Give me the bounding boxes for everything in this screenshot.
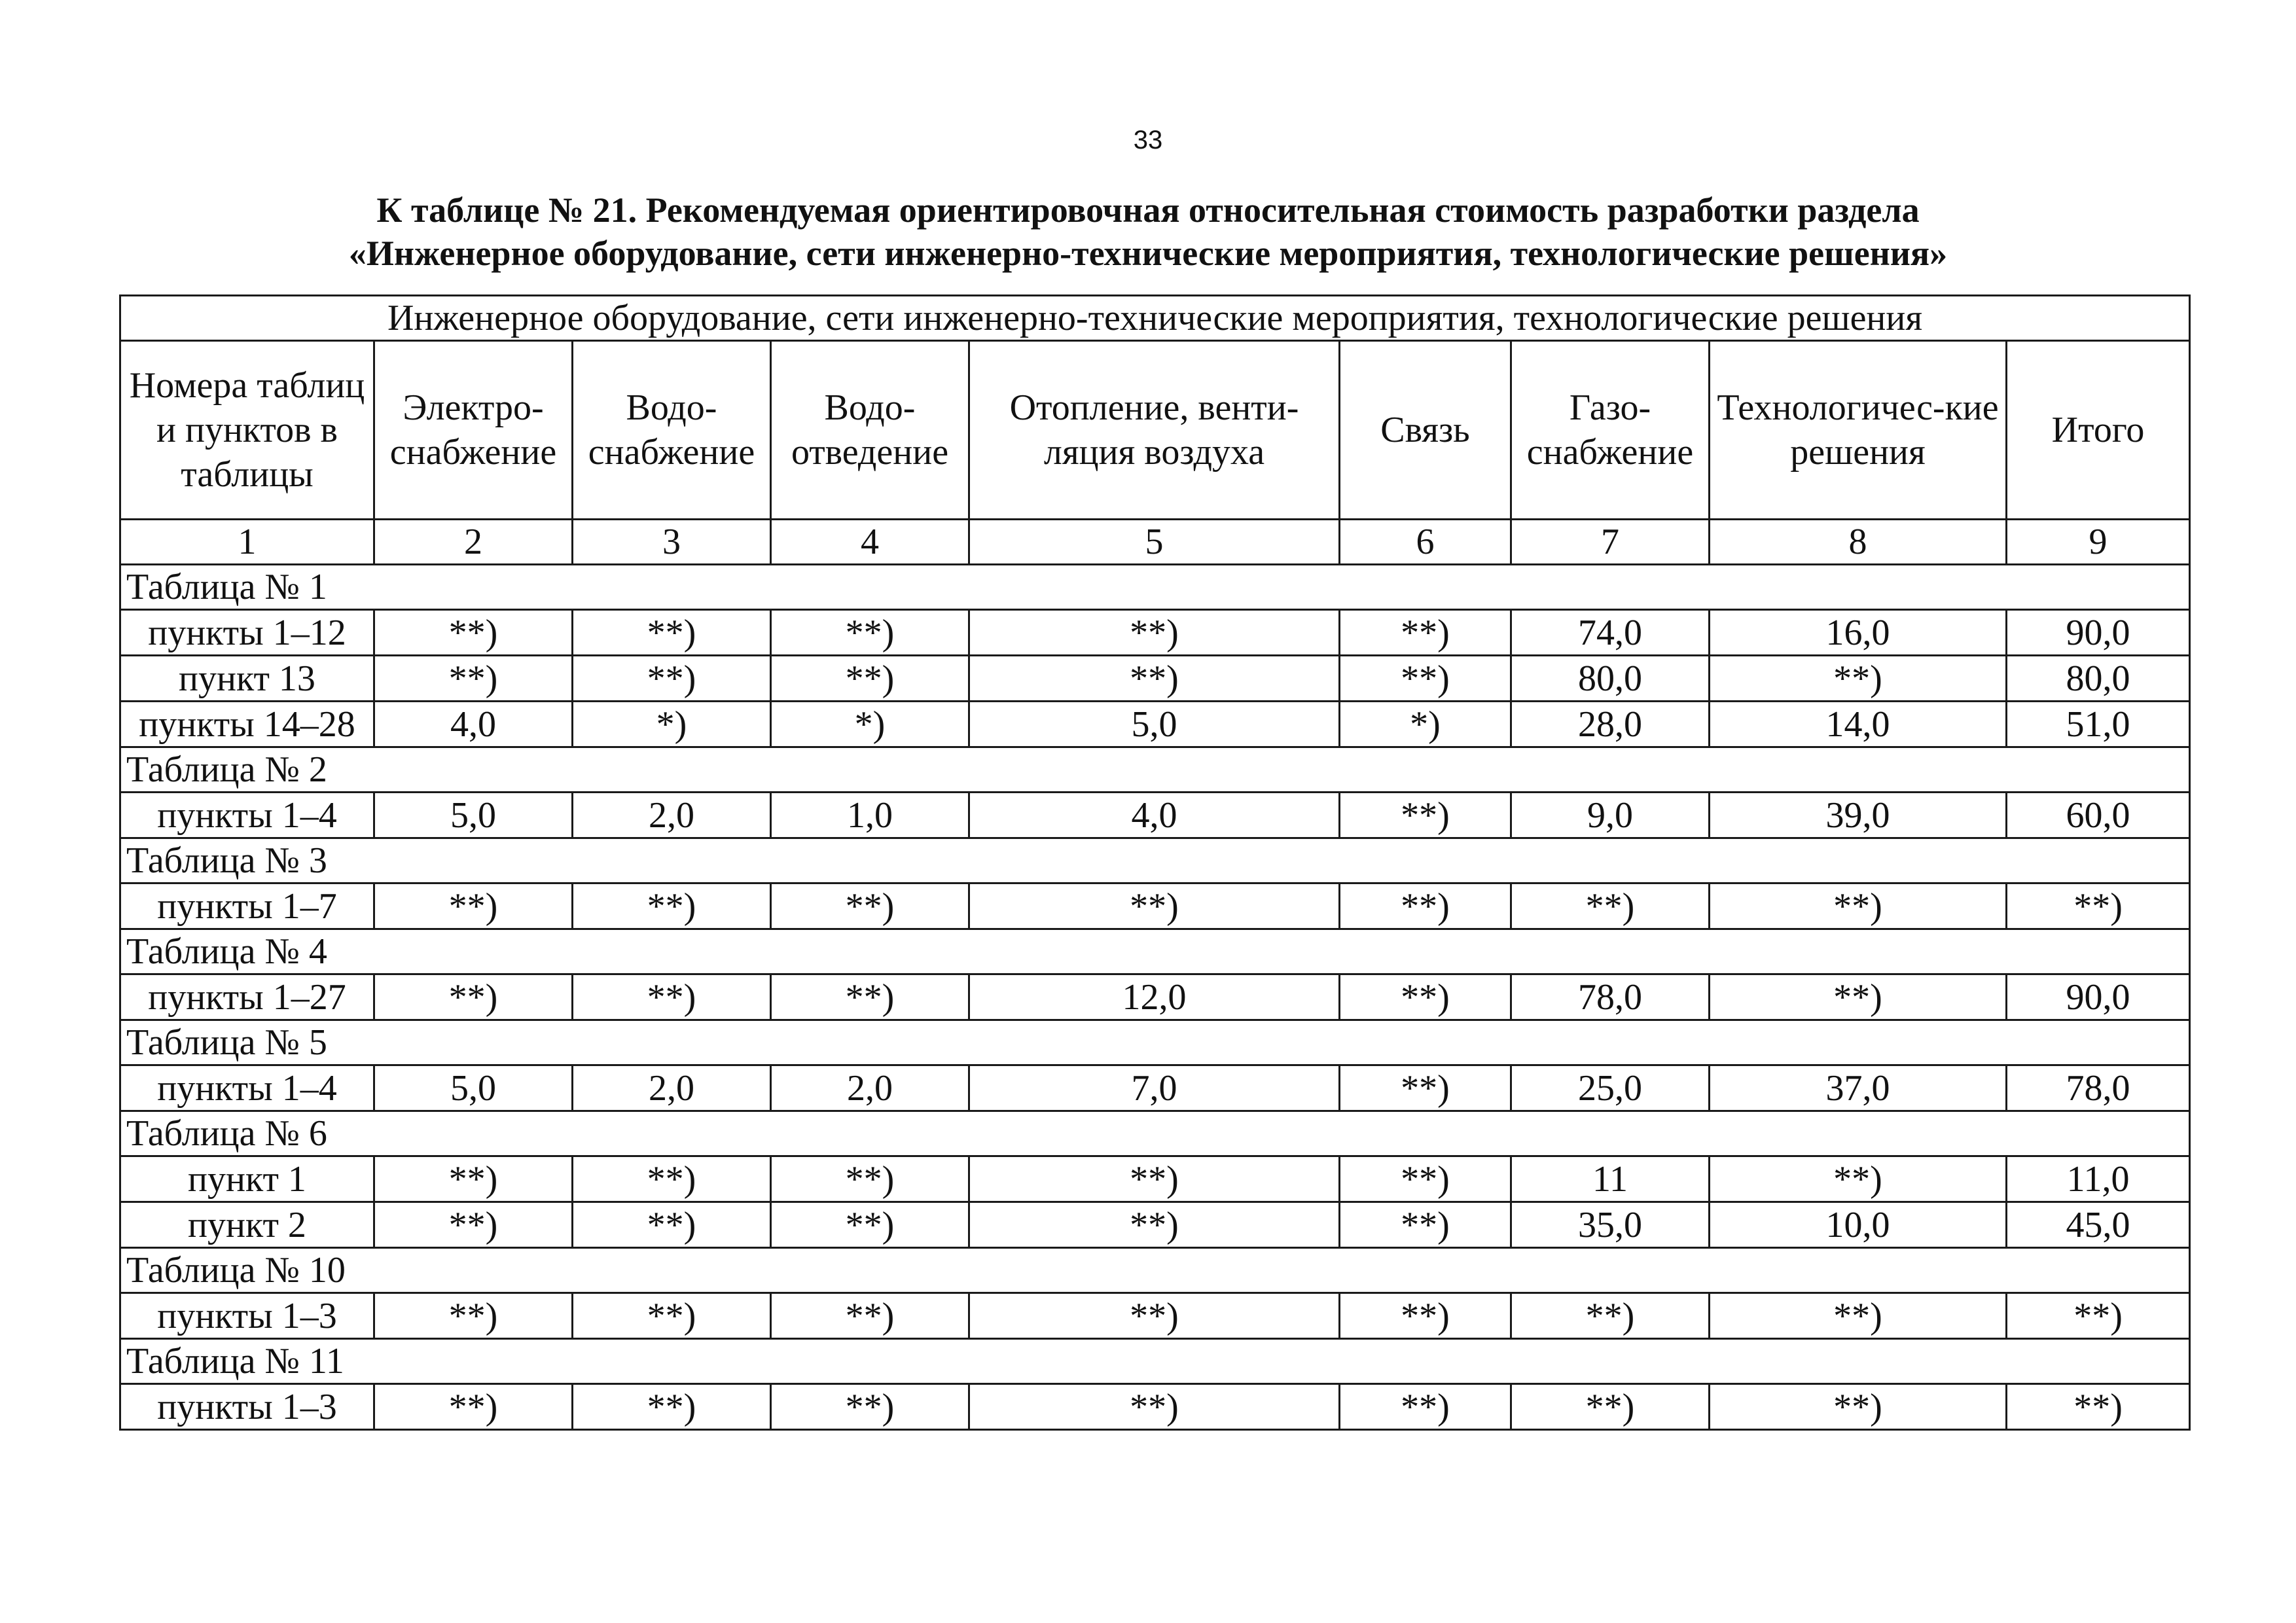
value-cell: **)	[1340, 883, 1511, 929]
group-row	[120, 1111, 2190, 1156]
value-cell: **)	[969, 883, 1340, 929]
column-number-cell: 5	[969, 520, 1340, 565]
group-label: Таблица № 6	[120, 1111, 2190, 1156]
value-cell: **)	[969, 1384, 1340, 1430]
value-cell: **)	[573, 1293, 771, 1339]
value-cell: *)	[771, 702, 969, 747]
document-title	[118, 188, 2178, 275]
table-row	[120, 1065, 2190, 1111]
value-cell: 5,0	[374, 793, 573, 838]
row-label-cell: пункт 1	[120, 1156, 374, 1202]
group-label: Таблица № 4	[120, 929, 2190, 974]
table-row	[120, 883, 2190, 929]
value-cell: **)	[374, 1202, 573, 1248]
value-cell: **)	[1511, 1293, 1710, 1339]
value-cell: **)	[771, 610, 969, 656]
value-cell: 78,0	[1511, 974, 1710, 1020]
group-row	[120, 1020, 2190, 1065]
table-row	[120, 1156, 2190, 1202]
value-cell: **)	[573, 610, 771, 656]
value-cell: **)	[1340, 1156, 1511, 1202]
value-cell: 7,0	[969, 1065, 1340, 1111]
value-cell: **)	[573, 1202, 771, 1248]
value-cell: **)	[771, 1384, 969, 1430]
value-cell: **)	[1340, 656, 1511, 702]
value-cell: *)	[1340, 702, 1511, 747]
table-row	[120, 702, 2190, 747]
value-cell: **)	[573, 883, 771, 929]
value-cell: **)	[1340, 610, 1511, 656]
value-cell: *)	[573, 702, 771, 747]
page-number: 33	[1133, 126, 1163, 154]
column-header-4: Водо-отведение	[771, 341, 969, 520]
column-header-9: Итого	[2007, 341, 2190, 520]
column-number-cell: 4	[771, 520, 969, 565]
value-cell: 9,0	[1511, 793, 1710, 838]
table-row	[120, 1293, 2190, 1339]
super-header-row	[120, 296, 2190, 341]
value-cell: **)	[573, 1156, 771, 1202]
value-cell: 10,0	[1710, 1202, 2007, 1248]
table-row	[120, 656, 2190, 702]
value-cell: **)	[771, 1202, 969, 1248]
value-cell: **)	[771, 883, 969, 929]
value-cell: **)	[1511, 1384, 1710, 1430]
value-cell: 45,0	[2007, 1202, 2190, 1248]
super-header-cell: Инженерное оборудование, сети инженерно-технические мероприятия, технологические решения	[120, 296, 2190, 341]
value-cell: **)	[1710, 1293, 2007, 1339]
value-cell: **)	[1340, 974, 1511, 1020]
group-label: Таблица № 2	[120, 747, 2190, 793]
value-cell: **)	[374, 1156, 573, 1202]
cost-table	[119, 294, 2191, 1431]
value-cell: **)	[374, 1293, 573, 1339]
group-row	[120, 1248, 2190, 1293]
value-cell: **)	[1710, 974, 2007, 1020]
value-cell: **)	[374, 883, 573, 929]
value-cell: **)	[771, 1156, 969, 1202]
table-row	[120, 1384, 2190, 1430]
table-row	[120, 610, 2190, 656]
value-cell: 14,0	[1710, 702, 2007, 747]
value-cell: **)	[374, 610, 573, 656]
value-cell: **)	[1340, 793, 1511, 838]
table-row	[120, 974, 2190, 1020]
title-line-2: «Инженерное оборудование, сети инженерно-технические мероприятия, технологические решения»	[348, 234, 1948, 273]
value-cell: 51,0	[2007, 702, 2190, 747]
value-cell: **)	[1340, 1065, 1511, 1111]
value-cell: **)	[969, 1202, 1340, 1248]
value-cell: 80,0	[2007, 656, 2190, 702]
table-body	[120, 296, 2190, 1430]
value-cell: **)	[771, 1293, 969, 1339]
value-cell: 2,0	[573, 1065, 771, 1111]
value-cell: 1,0	[771, 793, 969, 838]
row-label-cell: пункт 13	[120, 656, 374, 702]
column-header-1: Номера таблиц и пунктов в таблицы	[120, 341, 374, 520]
value-cell: **)	[573, 656, 771, 702]
value-cell: 4,0	[969, 793, 1340, 838]
value-cell: **)	[1710, 1156, 2007, 1202]
table-row	[120, 793, 2190, 838]
value-cell: 90,0	[2007, 974, 2190, 1020]
value-cell: 39,0	[1710, 793, 2007, 838]
column-number-cell: 7	[1511, 520, 1710, 565]
value-cell: **)	[1340, 1384, 1511, 1430]
value-cell: 5,0	[374, 1065, 573, 1111]
column-header-2: Электро-снабжение	[374, 341, 573, 520]
value-cell: 80,0	[1511, 656, 1710, 702]
value-cell: 5,0	[969, 702, 1340, 747]
value-cell: 16,0	[1710, 610, 2007, 656]
group-label: Таблица № 5	[120, 1020, 2190, 1065]
value-cell: **)	[969, 1156, 1340, 1202]
value-cell: **)	[969, 656, 1340, 702]
column-number-cell: 3	[573, 520, 771, 565]
value-cell: 60,0	[2007, 793, 2190, 838]
column-header-3: Водо-снабжение	[573, 341, 771, 520]
row-label-cell: пункты 1–4	[120, 793, 374, 838]
value-cell: **)	[374, 974, 573, 1020]
value-cell: **)	[771, 656, 969, 702]
group-row	[120, 1339, 2190, 1384]
value-cell: **)	[1511, 883, 1710, 929]
group-row	[120, 565, 2190, 610]
row-label-cell: пункты 1–27	[120, 974, 374, 1020]
value-cell: **)	[573, 1384, 771, 1430]
group-label: Таблица № 10	[120, 1248, 2190, 1293]
value-cell: 74,0	[1511, 610, 1710, 656]
value-cell: 11,0	[2007, 1156, 2190, 1202]
group-row	[120, 747, 2190, 793]
row-label-cell: пункты 1–3	[120, 1293, 374, 1339]
title-line-1: К таблице № 21. Рекомендуемая ориентировочная относительная стоимость разработки раздела	[376, 190, 1920, 230]
column-header-8: Технологичес-кие решения	[1710, 341, 2007, 520]
value-cell: 2,0	[771, 1065, 969, 1111]
value-cell: 90,0	[2007, 610, 2190, 656]
value-cell: 12,0	[969, 974, 1340, 1020]
value-cell: **)	[374, 1384, 573, 1430]
table-row	[120, 1202, 2190, 1248]
group-row	[120, 929, 2190, 974]
value-cell: 78,0	[2007, 1065, 2190, 1111]
column-number-cell: 2	[374, 520, 573, 565]
value-cell: 11	[1511, 1156, 1710, 1202]
group-label: Таблица № 3	[120, 838, 2190, 883]
group-row	[120, 838, 2190, 883]
value-cell: **)	[1340, 1293, 1511, 1339]
value-cell: **)	[374, 656, 573, 702]
value-cell: **)	[2007, 883, 2190, 929]
value-cell: 35,0	[1511, 1202, 1710, 1248]
group-label: Таблица № 11	[120, 1339, 2190, 1384]
value-cell: 28,0	[1511, 702, 1710, 747]
value-cell: **)	[573, 974, 771, 1020]
row-label-cell: пункт 2	[120, 1202, 374, 1248]
value-cell: **)	[969, 1293, 1340, 1339]
value-cell: **)	[969, 610, 1340, 656]
row-label-cell: пункты 1–3	[120, 1384, 374, 1430]
row-label-cell: пункты 14–28	[120, 702, 374, 747]
column-number-cell: 8	[1710, 520, 2007, 565]
value-cell: 25,0	[1511, 1065, 1710, 1111]
group-label: Таблица № 1	[120, 565, 2190, 610]
row-label-cell: пункты 1–12	[120, 610, 374, 656]
value-cell: **)	[771, 974, 969, 1020]
column-header-row	[120, 341, 2190, 520]
column-number-row	[120, 520, 2190, 565]
column-header-5: Отопление, венти-ляция воздуха	[969, 341, 1340, 520]
column-header-6: Связь	[1340, 341, 1511, 520]
value-cell: **)	[1710, 883, 2007, 929]
value-cell: **)	[1710, 656, 2007, 702]
row-label-cell: пункты 1–4	[120, 1065, 374, 1111]
column-number-cell: 9	[2007, 520, 2190, 565]
value-cell: **)	[2007, 1293, 2190, 1339]
value-cell: **)	[1340, 1202, 1511, 1248]
value-cell: **)	[2007, 1384, 2190, 1430]
value-cell: 2,0	[573, 793, 771, 838]
row-label-cell: пункты 1–7	[120, 883, 374, 929]
column-number-cell: 1	[120, 520, 374, 565]
value-cell: **)	[1710, 1384, 2007, 1430]
value-cell: 37,0	[1710, 1065, 2007, 1111]
column-header-7: Газо-снабжение	[1511, 341, 1710, 520]
value-cell: 4,0	[374, 702, 573, 747]
column-number-cell: 6	[1340, 520, 1511, 565]
